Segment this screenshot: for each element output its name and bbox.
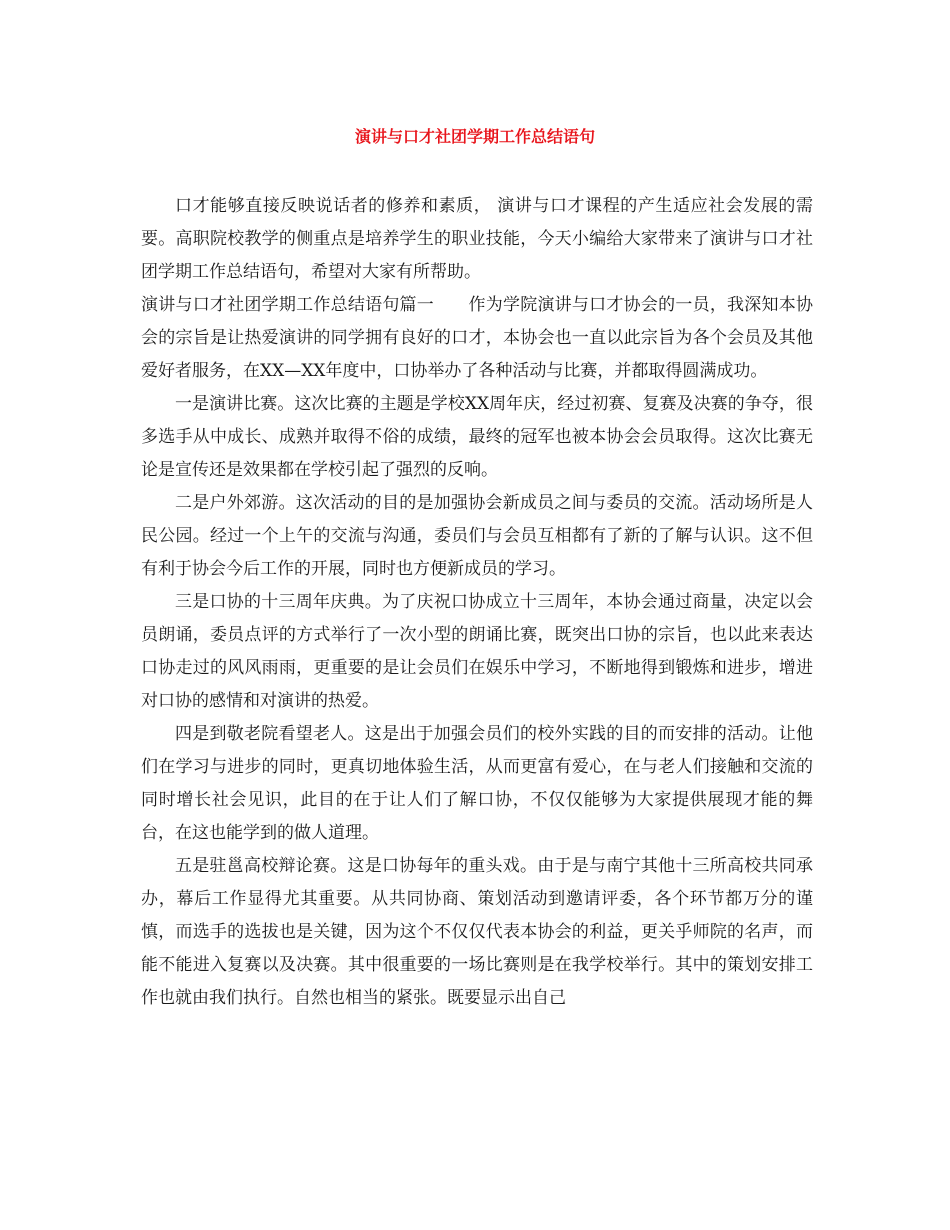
document-body [141, 190, 813, 1015]
paragraph-outing: 二是户外郊游。这次活动的目的是加强协会新成员之间与委员的交流。活动场所是人民公园。经过一个上午的交流与沟通，委员们与会员互相都有了新的了解与认识。这不但有利于协会今后工作的开展，同时也方便新成员的学习。 [141, 493, 813, 579]
document-title: 演讲与口才社团学期工作总结语句 [354, 127, 595, 146]
paragraph-anniversary: 三是口协的十三周年庆典。为了庆祝口协成立十三周年，本协会通过商量，决定以会员朗诵，委员点评的方式举行了一次小型的朗诵比赛，既突出口协的宗旨，也以此来表达口协走过的风风雨雨，更重要的是让会员们在娱乐中学习，不断地得到锻炼和进步，增进对口协的感情和对演讲的热爱。 [141, 592, 813, 711]
paragraph-debate: 五是驻邕高校辩论赛。这是口协每年的重头戏。由于是与南宁其他十三所高校共同承办，幕后工作显得尤其重要。从共同协商、策划活动到邀请评委，各个环节都万分的谨慎，而选手的选拔也是关键，因为这个不仅仅代表本协会的利益，更关乎师院的名声，而能不能进入复赛以及决赛。其中很重要的一场比赛则是在我学校举行。其中的策划安排工作也就由我们执行。自然也相当的紧张。既要显示出自己 [141, 856, 813, 1008]
paragraph-nursing-home: 四是到敬老院看望老人。这是出于加强会员们的校外实践的目的而安排的活动。让他们在学习与进步的同时，更真切地体验生活，从而更富有爱心，在与老人们接触和交流的同时增长社会见识，此目的在于让人们了解口协，不仅仅能够为大家提供展现才能的舞台，在这也能学到的做人道理。 [141, 724, 813, 843]
paragraph-speech-contest: 一是演讲比赛。这次比赛的主题是学校XX周年庆，经过初赛、复赛及决赛的争夺，很多选手从中成长、成熟并取得不俗的成绩，最终的冠军也被本协会会员取得。这次比赛无论是宣传还是效果都在学校引起了强烈的反响。 [141, 394, 813, 480]
paragraph-intro: 口才能够直接反映说话者的修养和素质， 演讲与口才课程的产生适应社会发展的需要。高职院校教学的侧重点是培养学生的职业技能，今天小编给大家带来了演讲与口才社团学期工作总结语句，希望对大家有所帮助。 [141, 196, 813, 282]
paragraph-section-one: 演讲与口才社团学期工作总结语句篇一 作为学院演讲与口才协会的一员，我深知本协会的宗旨是让热爱演讲的同学拥有良好的口才，本协会也一直以此宗旨为各个会员及其他爱好者服务，在XX—XX年度中，口协举办了各种活动与比赛，并都取得圆满成功。 [141, 295, 813, 381]
